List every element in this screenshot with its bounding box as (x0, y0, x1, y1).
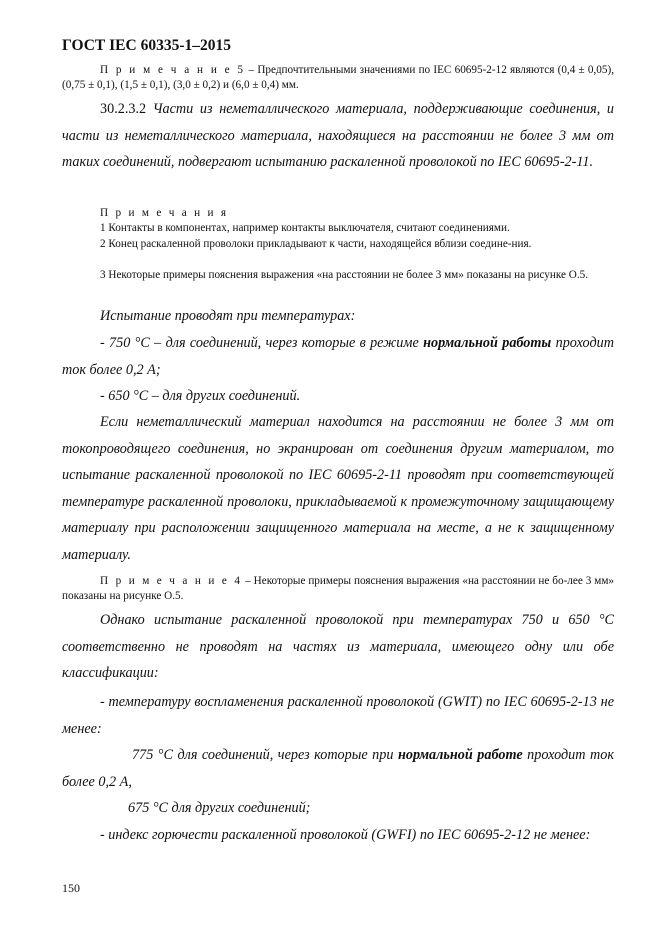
gwit-item: - температуру воспламенения раскаленной проволокой (GWIT) по IEC 60695-2-13 не менее: (62, 694, 614, 737)
note-5 (62, 63, 614, 93)
note-5-text: – Предпочтительными значениями по IEC 60695-2-12 являются (0,4 ± 0,05), (0,75 ± 0,1), (1,5 ± 0,1), (3,0 ± 0,2) и (6,0 ± 0,4) мм. (62, 64, 614, 91)
temperature-750-item (62, 330, 614, 383)
temperature-775-item (62, 742, 614, 795)
document-header: ГОСТ IEC 60335-1–2015 (62, 37, 231, 54)
clause-number: 30.2.3.2 (100, 101, 147, 117)
temperature-675-item: 675 °С для других соединений; (128, 800, 311, 816)
test-intro: Испытание проводят при температурах: (100, 308, 356, 324)
temperature-775-tail: проходит ток более 0,2 А, (62, 747, 614, 790)
note-2: 2 Конец раскаленной проволоки прикладывают к части, находящейся вблизи соедине-ния. (100, 238, 532, 250)
note-5-label: П р и м е ч а н и е 5 (100, 64, 246, 76)
note-4-text: – Некоторые примеры пояснения выражения «на расстоянии не бо-лее 3 мм» показаны на рисунке О.5. (62, 575, 614, 602)
note-1: 1 Контакты в компонентах, например контакты выключателя, считают соединениями. (100, 222, 510, 234)
normal-operation-term-2: нормальной работе (397, 747, 523, 763)
note-4 (62, 574, 614, 604)
temperature-650-item: - 650 °С – для других соединений. (100, 388, 301, 404)
normal-operation-term: нормальной работы (423, 335, 552, 351)
clause-30-2-3-2 (62, 96, 614, 176)
however-paragraph: Однако испытание раскаленной проволокой при температурах 750 и 650 °С соответственно не проводят на частях из материала, имеющего одну или обе классификации: (62, 612, 614, 681)
page-number: 150 (62, 881, 80, 895)
temperature-775-text: 775 °С для соединений, через которые при (132, 747, 398, 763)
gwfi-item: - индекс горючести раскаленной проволокой (GWFI) по IEC 60695-2-12 не менее: (100, 827, 591, 843)
temperature-750-text: - 750 °С – для соединений, через которые в режиме (100, 335, 424, 351)
note-4-label: П р и м е ч а н и е 4 (100, 575, 243, 587)
shielded-material-paragraph: Если неметаллический материал находится на расстоянии не более 3 мм от токопроводящего соединения, но экранирован от соединения другим материалом, то испытание раскаленной проволокой по IEC 60695-2-11 проводят при соответствующей температуре раскаленной проволоки, прикладываемой к промежуточному защищающему материалу при расположении защищенного материала на месте, а не к защищенному материалу. (62, 414, 614, 563)
clause-text: Части из неметаллического материала, поддерживающие соединения, и части из неметаллического материала, находящиеся на расстоянии не более 3 мм от таких соединений, подвергают испытанию раскаленной проволокой по IEC 60695-2-11. (62, 101, 614, 170)
notes-heading: П р и м е ч а н и я (100, 207, 229, 219)
note-3: 3 Некоторые примеры пояснения выражения «на расстоянии не более 3 мм» показаны на рисунке О.5. (100, 269, 589, 281)
temperature-750-tail: проходит ток более 0,2 А; (62, 335, 614, 378)
